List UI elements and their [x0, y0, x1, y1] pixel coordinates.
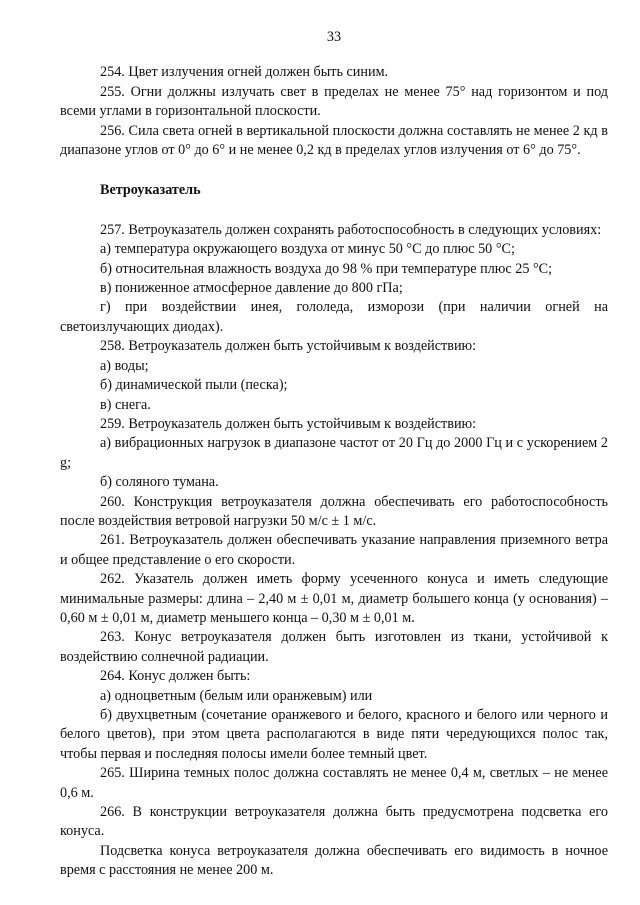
paragraph-266-continued: Подсветка конуса ветроуказателя должна обеспечивать его видимость в ночное время с расстояния не менее 200 м. — [60, 842, 608, 879]
paragraph-259: 259. Ветроуказатель должен быть устойчивым к воздействию: — [100, 415, 477, 432]
paragraph-260: 260. Конструкция ветроуказателя должна обеспечивать его работоспособность после воздействия ветровой нагрузки 50 м/с ± 1 м/с. — [60, 493, 608, 529]
list-item-258-b: б) динамической пыли (песка); — [100, 377, 288, 394]
list-item-257-d: г) при воздействии инея, гололеда, изморози (при наличии огней на светоизлучающих диодах). — [60, 299, 608, 335]
list-item-264-a: а) одноцветным (белым или оранжевым) или — [100, 687, 373, 704]
paragraph-265: 265. Ширина темных полос должна составлять не менее 0,4 м, светлых – не менее 0,6 м. — [60, 765, 608, 801]
paragraph-258: 258. Ветроуказатель должен быть устойчивым к воздействию: — [100, 338, 477, 355]
list-item-264-b: б) двухцветным (сочетание оранжевого и белого, красного и белого или черного и белого цветов), при этом цвета располагаются в виде пяти чередующихся полос так, чтобы первая и последняя полосы имели более темный цвет. — [60, 707, 608, 762]
list-item-259-a: а) вибрационных нагрузок в диапазоне частот от 20 Гц до 2000 Гц и с ускорением 2 g; — [60, 435, 608, 471]
paragraph-264: 264. Конус должен быть: — [100, 668, 251, 685]
section-heading: Ветроуказатель — [100, 182, 201, 199]
paragraph-261: 261. Ветроуказатель должен обеспечивать указание направления приземного ветра и общее представление о его скорости. — [60, 532, 608, 568]
paragraph-257: 257. Ветроуказатель должен сохранять работоспособность в следующих условиях: — [100, 221, 602, 238]
paragraph-256: 256. Сила света огней в вертикальной плоскости должна составлять не менее 2 кд в диапазоне углов от 0° до 6° и не менее 0,2 кд в пределах углов излучения от 6° до 75°. — [60, 122, 608, 159]
list-item-257-b: б) относительная влажность воздуха до 98 % при температуре плюс 25 °С; — [100, 260, 553, 277]
paragraph-263: 263. Конус ветроуказателя должен быть изготовлен из ткани, устойчивой к воздействию солнечной радиации. — [60, 629, 608, 665]
list-item-257-c: в) пониженное атмосферное давление до 800 гПа; — [100, 280, 403, 297]
paragraph-254: 254. Цвет излучения огней должен быть синим. — [100, 64, 389, 81]
paragraph-255: 255. Огни должны излучать свет в пределах не менее 75° над горизонтом и под всеми углами в горизонтальной плоскости. — [60, 83, 608, 120]
document-page — [60, 28, 608, 881]
paragraph-262: 262. Указатель должен иметь форму усеченного конуса и иметь следующие минимальные размеры: длина – 2,40 м ± 0,01 м, диаметр большего конца (у основания) – 0,60 м ± 0,01 м, диаметр меньшего конца – 0,30 м ± 0,01 м. — [60, 571, 608, 626]
list-item-259-b: б) соляного тумана. — [100, 474, 219, 491]
list-item-258-a: а) воды; — [100, 357, 149, 374]
list-item-258-c: в) снега. — [100, 396, 151, 413]
paragraph-266: 266. В конструкции ветроуказателя должна быть предусмотрена подсветка его конуса. — [60, 804, 608, 840]
list-item-257-a: а) температура окружающего воздуха от минус 50 °С до плюс 50 °С; — [100, 241, 515, 258]
page-number: 33 — [326, 29, 342, 45]
